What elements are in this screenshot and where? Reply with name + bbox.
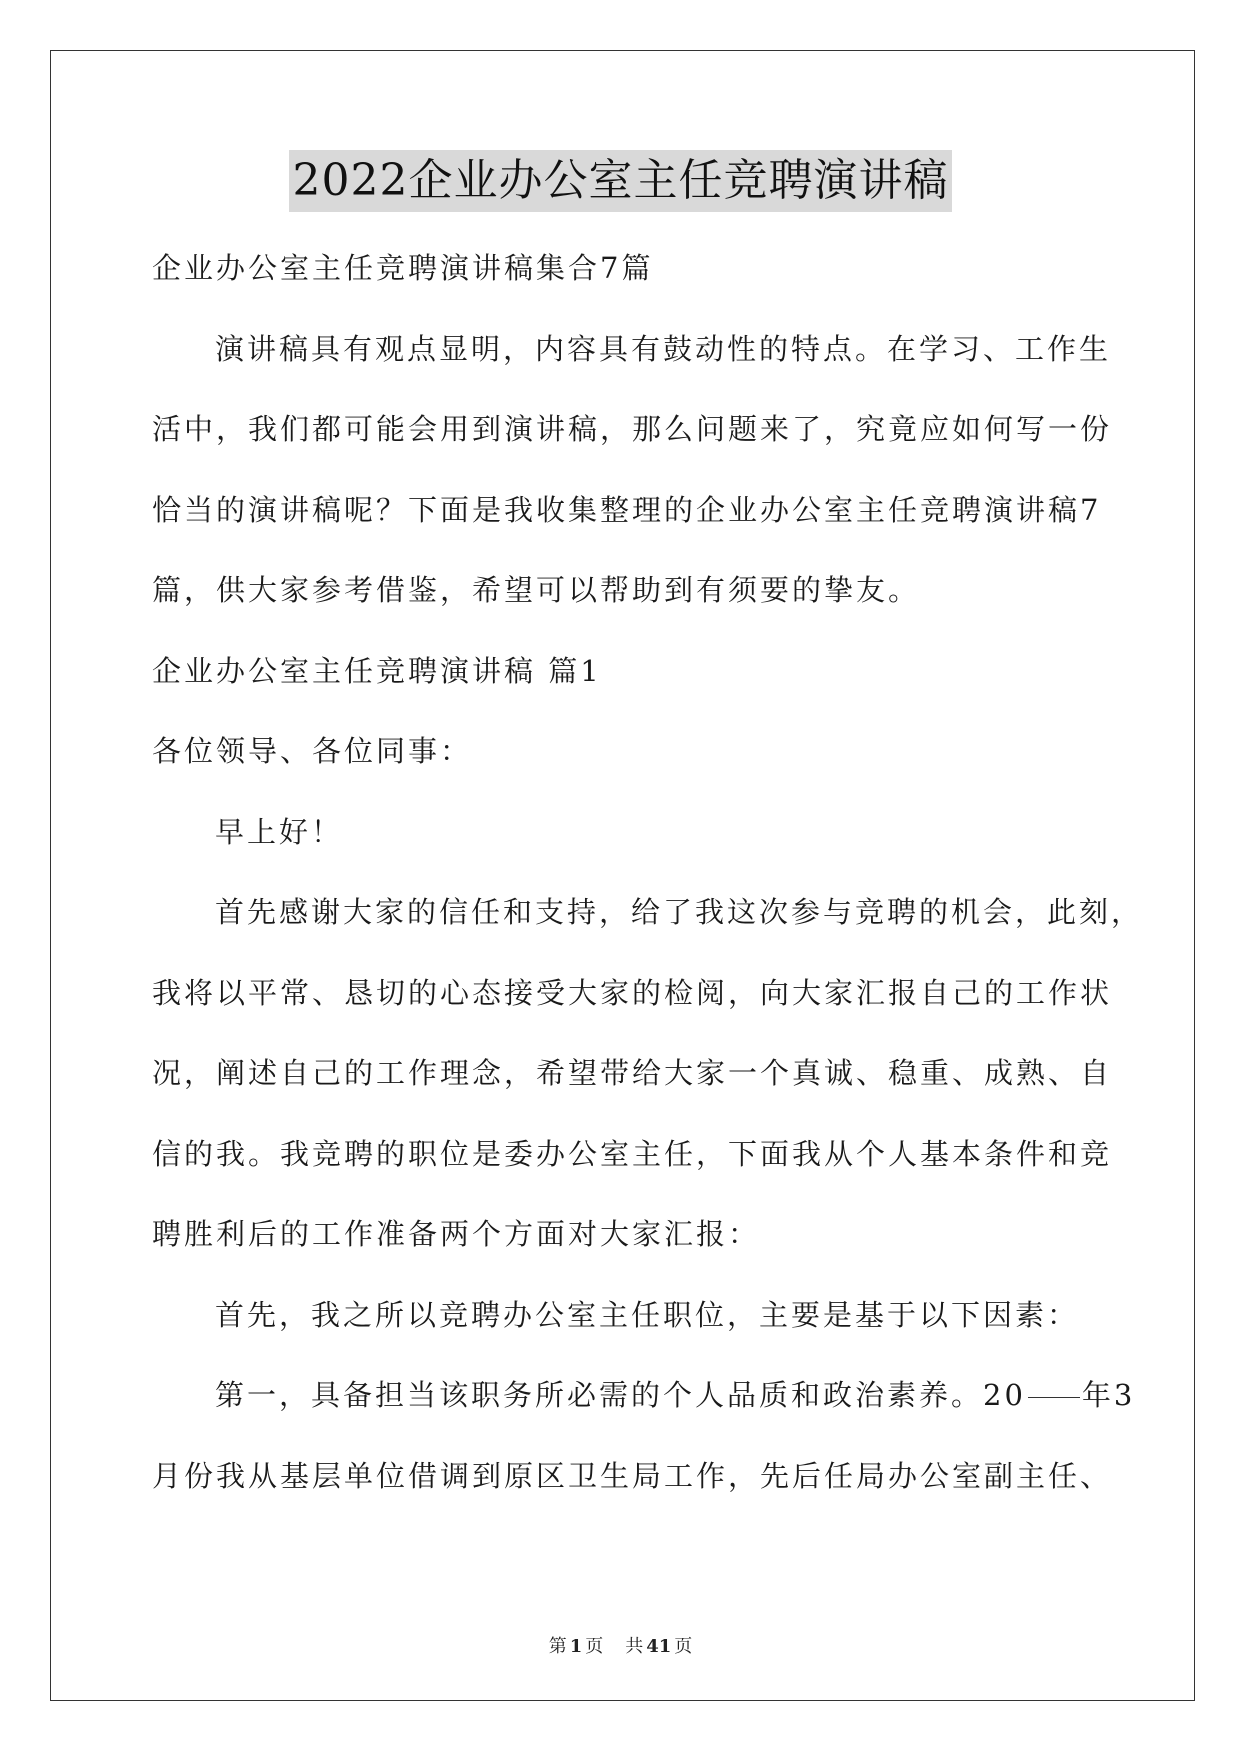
text-line: 早上好！ bbox=[215, 814, 344, 849]
footer-total-unit: 页 bbox=[674, 1636, 693, 1657]
text-line: 首先感谢大家的信任和支持，给了我这次参与竞聘的机会，此刻， bbox=[215, 895, 1144, 929]
blank-line-before: 第一，具备担当该职务所必需的个人品质和政治素养。20 bbox=[215, 1378, 1026, 1412]
text-line: 演讲稿具有观点显明，内容具有鼓动性的特点。在学习、工作生 bbox=[215, 331, 1112, 366]
text-line: 篇，供大家参考借鉴，希望可以帮助到有须要的挚友。 bbox=[152, 573, 921, 607]
document-body bbox=[152, 228, 1144, 1516]
footer-page-unit: 页 bbox=[585, 1636, 604, 1657]
document-title: 2022企业办公室主任竞聘演讲稿 bbox=[289, 150, 953, 212]
fill-in-blank bbox=[1028, 1396, 1080, 1398]
paragraph-lines bbox=[152, 228, 1144, 1355]
title-container bbox=[0, 150, 1241, 212]
text-line: 况，阐述自己的工作理念，希望带给大家一个真诚、稳重、成熟、自 bbox=[152, 1056, 1113, 1090]
text-line: 聘胜利后的工作准备两个方面对大家汇报： bbox=[152, 1217, 761, 1251]
text-line: 信的我。我竞聘的职位是委办公室主任，下面我从个人基本条件和竞 bbox=[152, 1136, 1113, 1171]
text-line-with-blank bbox=[152, 1355, 1136, 1436]
text-line-last: 月份我从基层单位借调到原区卫生局工作，先后任局办公室副主任、 bbox=[152, 1458, 1113, 1493]
total-page-count: 41 bbox=[646, 1636, 672, 1657]
blank-line-after: 年3 bbox=[1081, 1378, 1136, 1412]
text-line: 恰当的演讲稿呢？下面是我收集整理的企业办公室主任竞聘演讲稿7 bbox=[152, 492, 1102, 527]
text-line: 企业办公室主任竞聘演讲稿 篇1 bbox=[152, 653, 602, 688]
text-line: 企业办公室主任竞聘演讲稿集合7篇 bbox=[152, 251, 654, 285]
footer-prefix: 第 bbox=[548, 1636, 567, 1657]
page-footer bbox=[0, 1632, 1241, 1658]
text-line: 各位领导、各位同事： bbox=[152, 734, 473, 768]
text-line: 首先，我之所以竞聘办公室主任职位，主要是基于以下因素： bbox=[215, 1297, 1080, 1332]
footer-total-prefix: 共 bbox=[625, 1636, 644, 1657]
current-page-number: 1 bbox=[569, 1636, 583, 1657]
text-line: 我将以平常、恳切的心态接受大家的检阅，向大家汇报自己的工作状 bbox=[152, 975, 1113, 1010]
text-line: 活中，我们都可能会用到演讲稿，那么问题来了，究竟应如何写一份 bbox=[152, 412, 1113, 446]
